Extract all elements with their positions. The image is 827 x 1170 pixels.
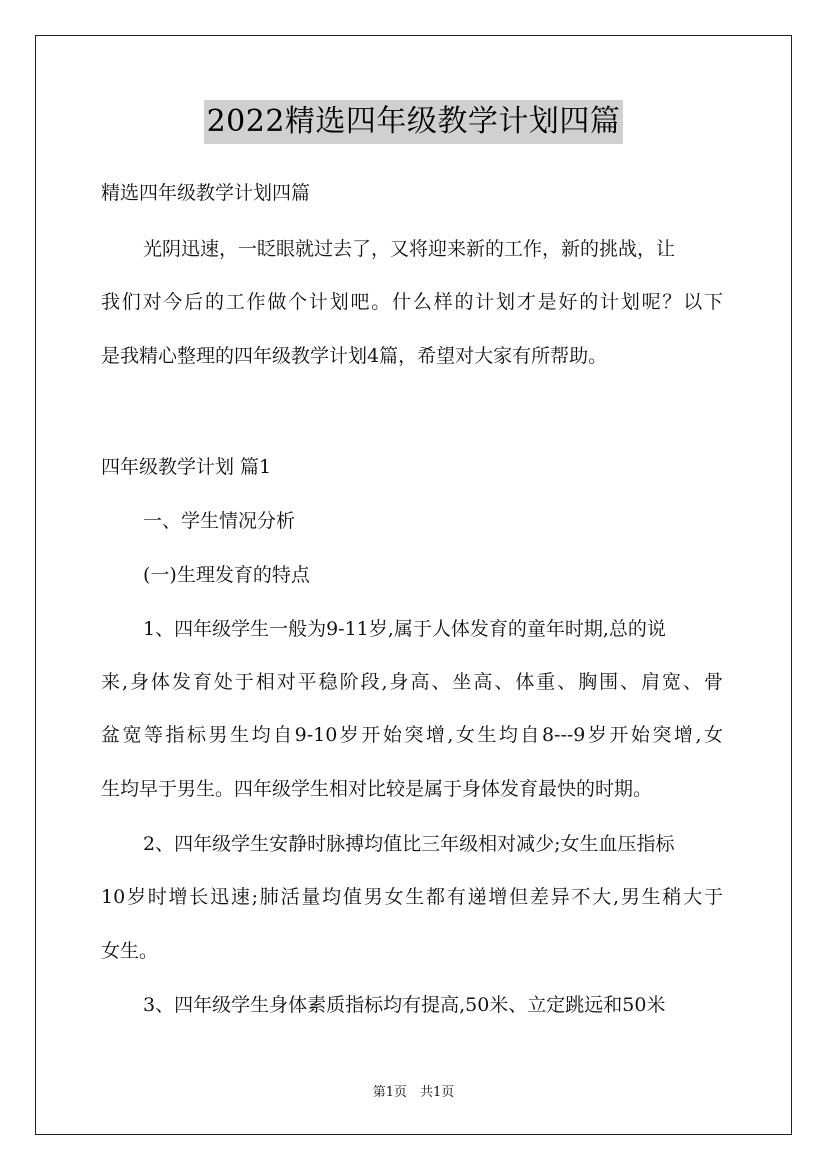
paragraph-1-line-4: 生均早于男生。四年级学生相对比较是属于身体发育最快的时期。 [101, 778, 653, 800]
subtitle-line: 精选四年级教学计划四篇 [101, 182, 311, 204]
intro-line-2: 我们对今后的工作做个计划吧。什么样的计划才是好的计划呢？以下 [101, 291, 723, 313]
paragraph-2-line-3: 女生。 [101, 940, 159, 962]
intro-line-3: 是我精心整理的四年级教学计划4篇，希望对大家有所帮助。 [101, 345, 608, 367]
paragraph-2-line-1: 2、四年级学生安静时脉搏均值比三年级相对减少;女生血压指标 [143, 833, 675, 855]
section-heading: 四年级教学计划 篇1 [101, 456, 272, 478]
paragraph-1-line-3: 盆宽等指标男生均自9-10岁开始突增,女生均自8---9岁开始突增,女 [101, 724, 723, 746]
paragraph-1-line-2: 来,身体发育处于相对平稳阶段,身高、坐高、体重、胸围、肩宽、骨 [101, 671, 723, 693]
paragraph-2-line-2: 10岁时增长迅速;肺活量均值男女生都有递增但差异不大,男生稍大于 [101, 886, 723, 908]
document-title: 2022精选四年级教学计划四篇 [204, 100, 624, 144]
page-footer: 第1页 共1页 [372, 1085, 455, 1100]
paragraph-3-line-1: 3、四年级学生身体素质指标均有提高,50米、立定跳远和50米 [143, 994, 666, 1016]
intro-line-1: 光阴迅速，一眨眼就过去了，又将迎来新的工作，新的挑战，让 [143, 238, 676, 260]
subsection-subheading: (一)生理发育的特点 [143, 564, 310, 586]
title-wrap [0, 100, 827, 144]
subsection-heading: 一、学生情况分析 [143, 510, 296, 532]
paragraph-1-line-1: 1、四年级学生一般为9-11岁,属于人体发育的童年时期,总的说 [143, 618, 666, 640]
